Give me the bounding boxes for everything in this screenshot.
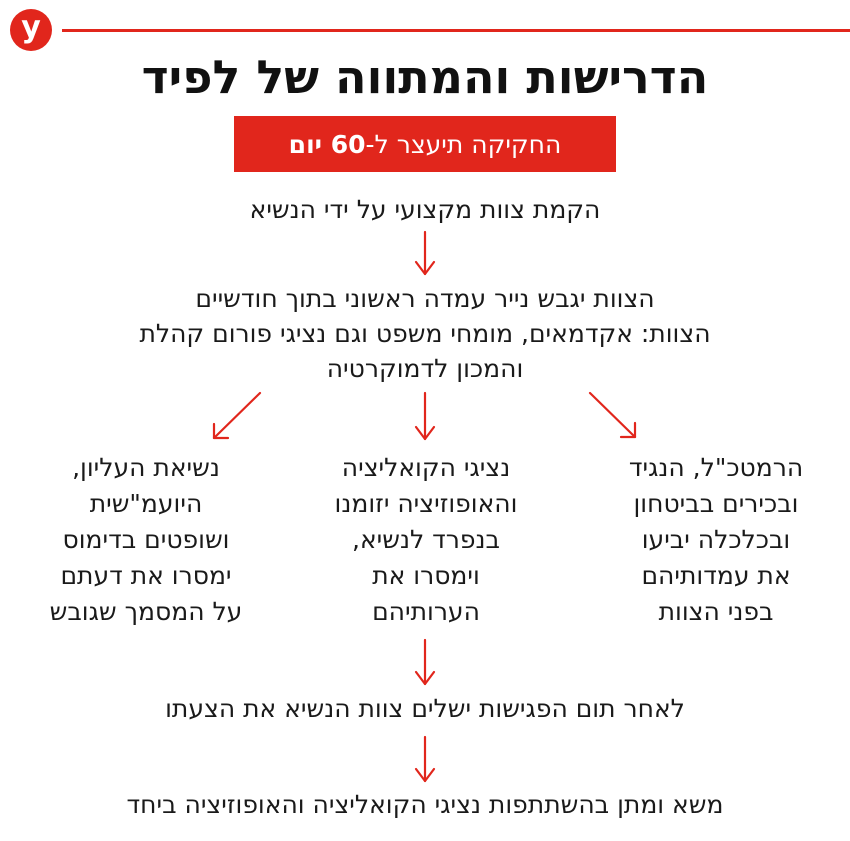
badge-prefix: החקיקה תיעצר ל- bbox=[365, 129, 562, 159]
page-title: הדרישות והמתווה של לפיד bbox=[141, 50, 709, 104]
branch-right-line: הרמטכ"ל, הנגיד bbox=[628, 453, 804, 482]
arrow-down-icon bbox=[416, 393, 434, 439]
arrow-down-left-icon bbox=[214, 393, 260, 438]
branch-center-line: והאופוזיציה יזומנו bbox=[334, 489, 518, 518]
badge-bold: 60 יום bbox=[288, 129, 366, 159]
branch-center-line: נציגי הקואליציה bbox=[341, 453, 511, 482]
step-4: משא ומתן בהשתתפות נציגי הקואליציה והאופוזיציה ביחד bbox=[126, 790, 724, 819]
branch-center-line: הערותיהם bbox=[372, 597, 480, 626]
arrow-down-icon bbox=[416, 737, 434, 781]
step-2-line-3: והמכון לדמוקרטיה bbox=[326, 354, 524, 383]
step-2-line-2: הצוות: אקדמאים, מומחי משפט וגם נציגי פורום קהלת bbox=[139, 319, 711, 348]
branch-left-line: ושופטים בדימוס bbox=[62, 525, 230, 554]
branch-left-line: ימסרו את דעתם bbox=[60, 561, 232, 590]
branch-center-line: בנפרד לנשיא, bbox=[352, 525, 500, 554]
branch-right-line: בפני הצוות bbox=[658, 597, 774, 626]
branch-right-line: את עמדותיהם bbox=[641, 561, 791, 590]
arrow-down-right-icon bbox=[590, 393, 635, 437]
arrow-down-icon bbox=[416, 640, 434, 684]
arrow-down-icon bbox=[416, 232, 434, 274]
branch-left-line: על המסמך שגובש bbox=[49, 597, 243, 626]
branch-right-line: ובכלכלה יביעו bbox=[641, 525, 791, 554]
branch-left-line: נשיאת העליון, bbox=[72, 453, 220, 482]
step-2-line-1: הצוות יגבש נייר עמדה ראשוני בתוך חודשיים bbox=[195, 284, 655, 313]
ynet-logo: y bbox=[10, 9, 52, 51]
step-3: לאחר תום הפגישות ישלים צוות הנשיא את הצעתו bbox=[165, 694, 685, 723]
branch-right-line: ובכירים בביטחון bbox=[633, 489, 799, 518]
step-1: הקמת צוות מקצועי על ידי הנשיא bbox=[249, 195, 601, 224]
branch-center-line: וימסרו את bbox=[372, 561, 480, 590]
branch-left-line: היועמ"שית bbox=[89, 489, 203, 518]
